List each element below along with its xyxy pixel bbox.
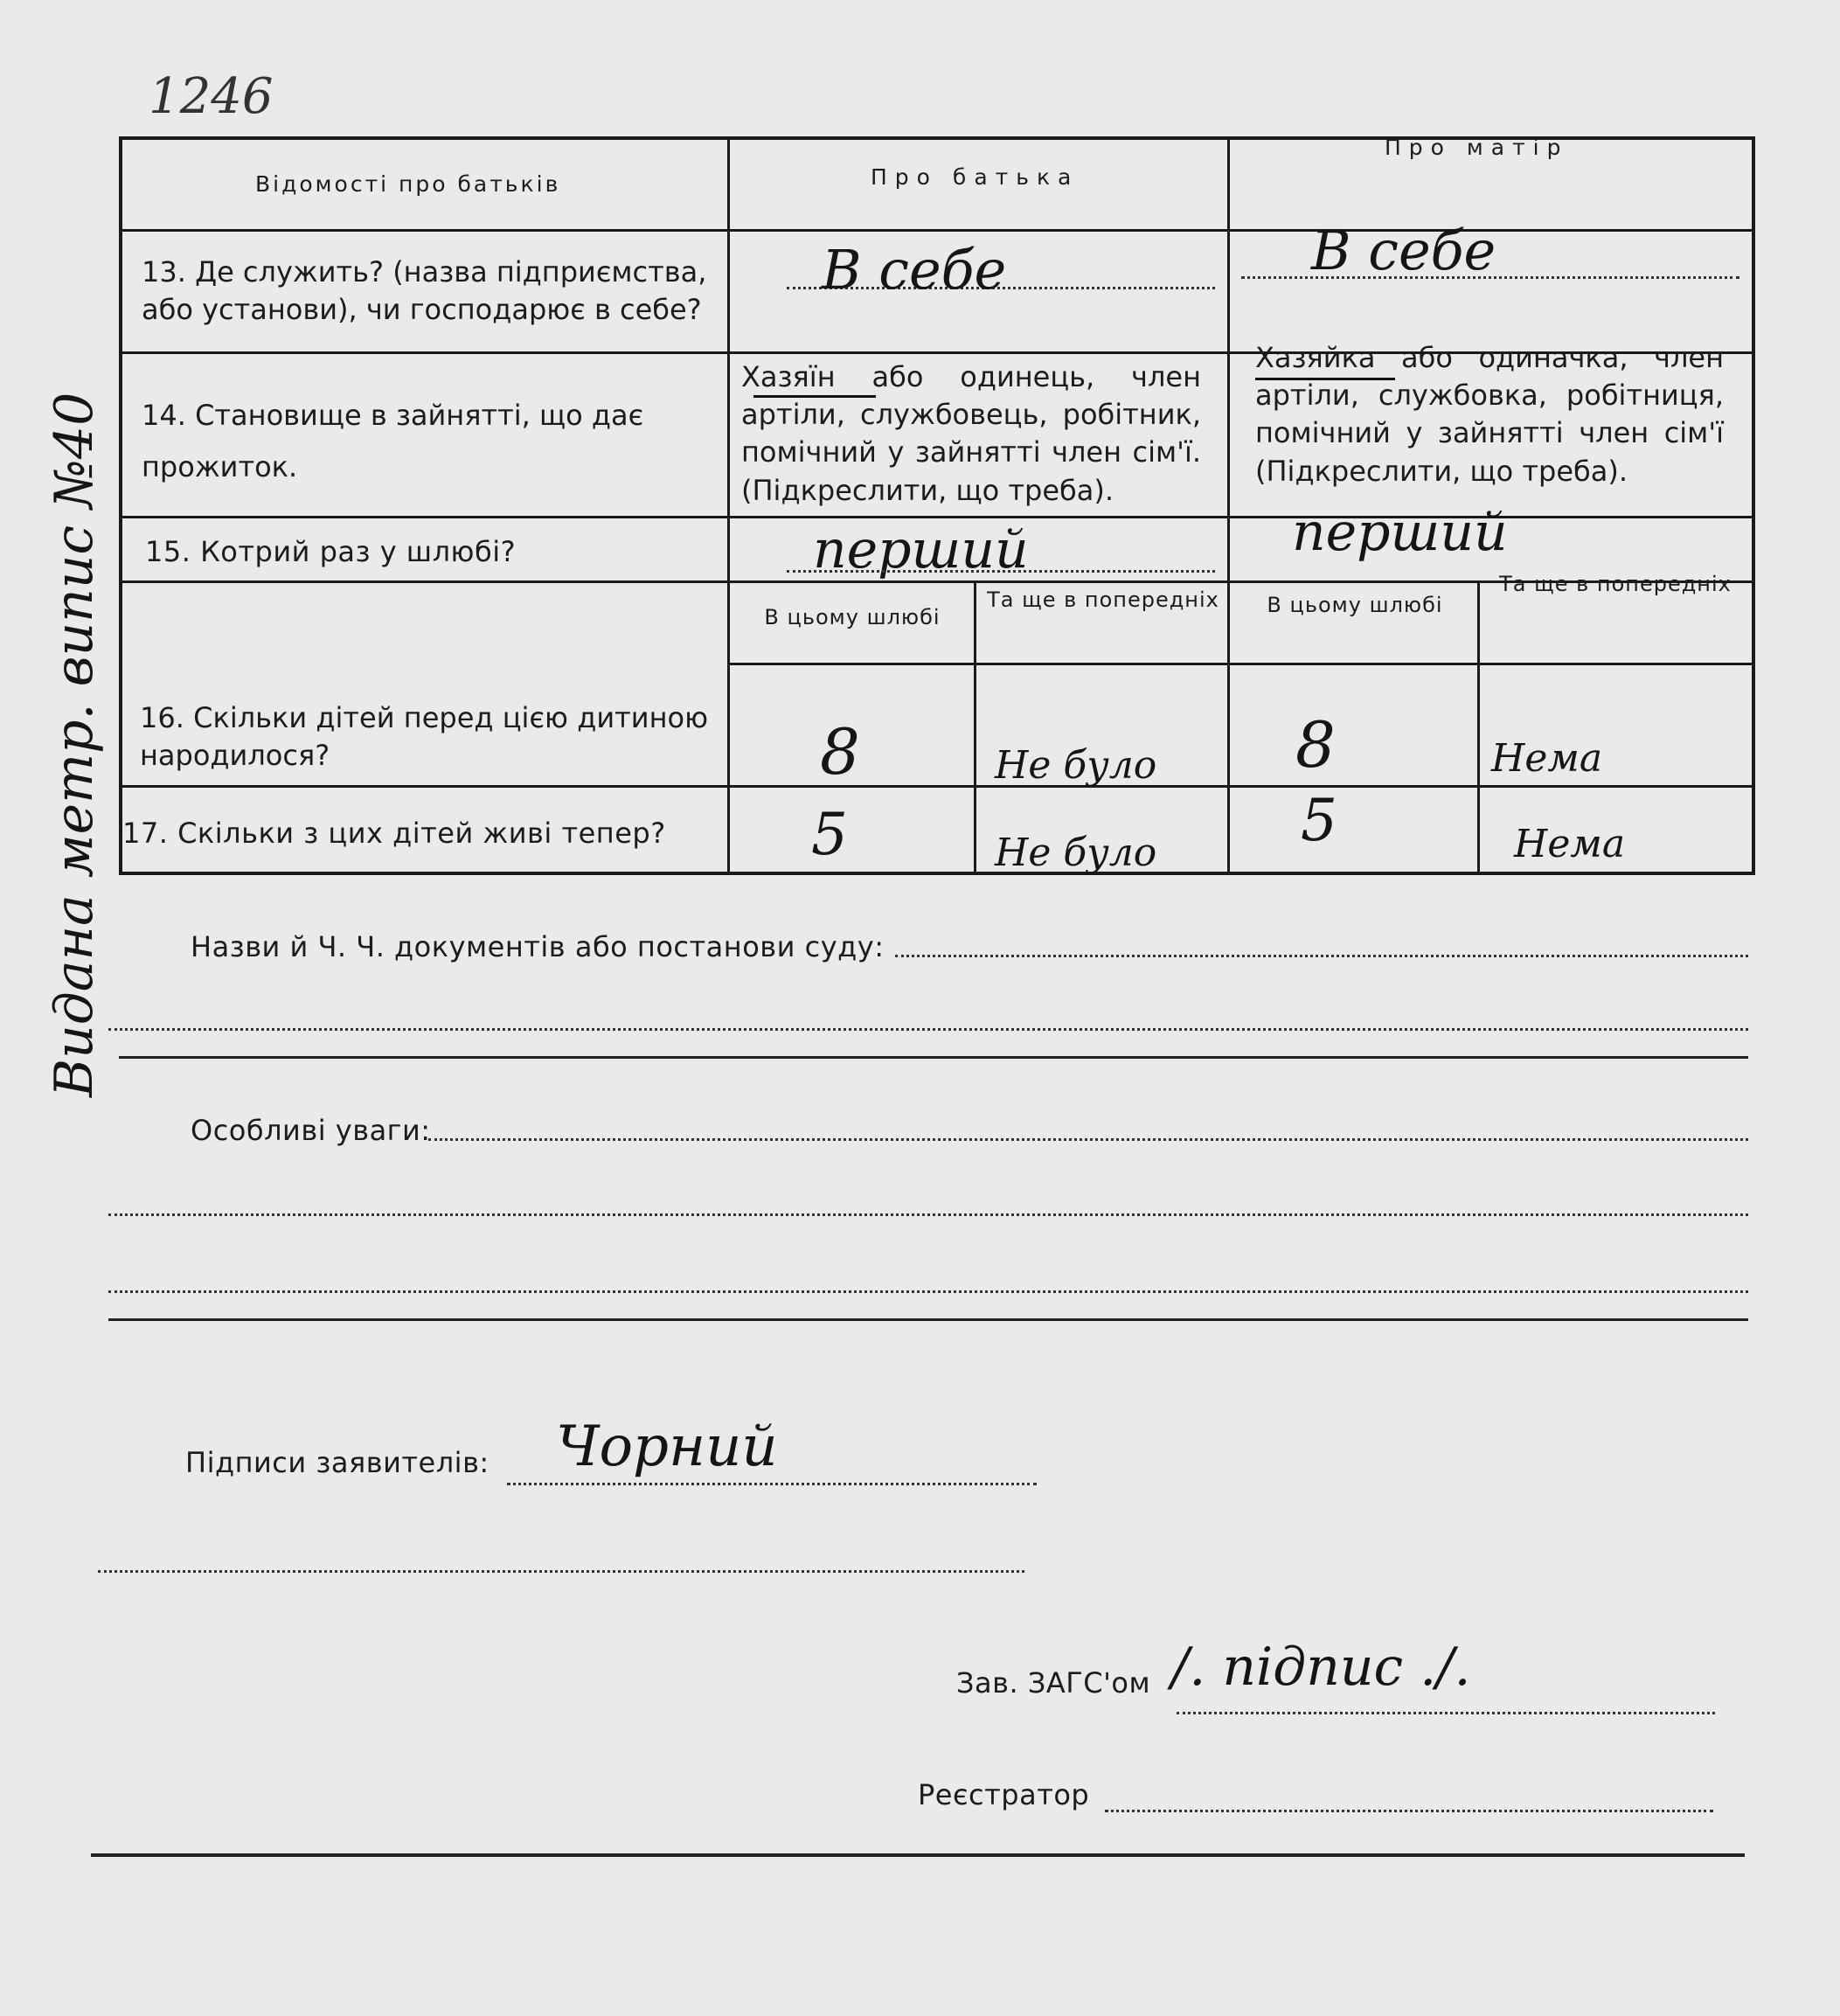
row-13-label: 13. Де служить? (назва підприємства, або установи), чи господарює в себе?	[142, 255, 707, 327]
registrar-label: Реєстратор	[918, 1778, 1090, 1811]
row-15-label: 15. Котрий раз у шлюбі?	[145, 535, 517, 568]
subheader-line	[727, 663, 1755, 665]
remarks-rule	[108, 1318, 1748, 1321]
documents-line-1	[895, 955, 1748, 957]
row-17-father-this: 5	[811, 801, 848, 868]
zags-label: Зав. ЗАГС'ом	[956, 1666, 1151, 1700]
father-underline-hazyain	[753, 395, 876, 398]
row-13-mother-value: В себе	[1311, 219, 1496, 282]
archive-note: 1246	[149, 68, 274, 125]
zags-line	[1177, 1712, 1715, 1714]
col-line	[1227, 136, 1230, 875]
remarks-line-3	[108, 1290, 1748, 1293]
documents-rule	[119, 1056, 1748, 1059]
header-mother: Про матір	[1385, 135, 1569, 160]
remarks-label: Особливі уваги:	[191, 1114, 431, 1147]
row-17-mother-this: 5	[1301, 787, 1337, 854]
row-16-father-this: 8	[820, 715, 860, 789]
signature-value: Чорний	[556, 1415, 778, 1479]
registrar-line	[1105, 1810, 1713, 1812]
mother-underline-hazyaika	[1255, 378, 1395, 380]
col-line	[727, 136, 730, 875]
bottom-rule	[91, 1853, 1745, 1857]
subcol-line	[1477, 580, 1480, 875]
remarks-line-1	[428, 1138, 1748, 1141]
row-15-mother-value: перший	[1292, 502, 1508, 563]
row-16-father-prev: Не було	[995, 743, 1157, 788]
signatures-line-2	[98, 1570, 1024, 1573]
row-15-father-line	[787, 570, 1215, 573]
row-13-father-value: В себе	[822, 238, 1007, 302]
row-17-label: 17. Скільки з цих дітей живі тепер?	[122, 817, 666, 850]
row-14-father-text: Хазяїн або одинець, член артіли, службовець, робітник, помічний у зайнятті член сім'ї. (Підкреслити, що треба).	[741, 360, 1201, 507]
row-line	[119, 229, 1755, 232]
zags-value: /. підпис ./.	[1171, 1637, 1471, 1698]
row-14-mother-text: Хазяйка або одиначка, член артіли, службовка, робітниця, помічний у зайнятті член сім'ї (Підкреслити, що треба).	[1255, 341, 1724, 488]
row-17-mother-prev: Нема	[1514, 822, 1626, 866]
header-col1: Відомості про батьків	[255, 171, 561, 197]
sub-father-this: В цьому шлюбі	[764, 605, 941, 629]
row-16-mother-this: 8	[1295, 708, 1336, 782]
row-16-mother-prev: Нема	[1491, 736, 1603, 781]
documents-line-2	[108, 1028, 1748, 1031]
row-line	[119, 516, 1755, 518]
remarks-line-2	[108, 1213, 1748, 1216]
row-16-label: 16. Скільки дітей перед цією дитиною народилося?	[140, 701, 708, 773]
row-17-father-prev: Не було	[995, 831, 1157, 875]
subcol-line	[974, 580, 976, 875]
row-line	[119, 785, 1755, 788]
signatures-label: Підписи заявителів:	[185, 1446, 490, 1479]
documents-label: Назви й Ч. Ч. документів або постанови суду:	[191, 930, 885, 963]
header-father: Про батька	[871, 164, 1080, 190]
sub-mother-prev: Та ще в попередніх	[1499, 572, 1732, 596]
row-14-label: 14. Становище в зайнятті, що дає прожиток.	[142, 399, 644, 484]
margin-note: Видана метр. випис №40	[44, 392, 105, 1097]
signatures-line-1	[507, 1483, 1037, 1485]
sub-father-prev: Та ще в попередніх	[987, 587, 1219, 612]
row-15-father-value: перший	[813, 519, 1029, 580]
sub-mother-this: В цьому шлюбі	[1267, 593, 1443, 617]
